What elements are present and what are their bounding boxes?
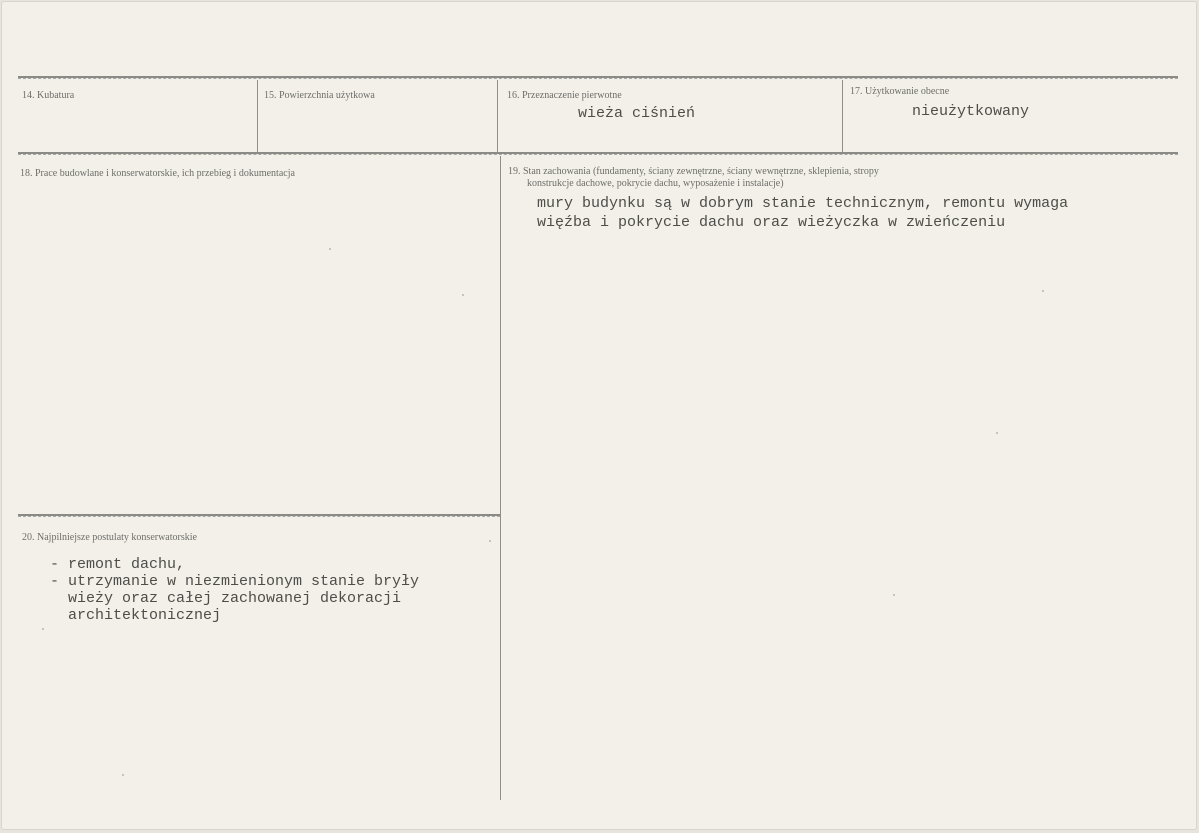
field-19-text-line1[interactable]: mury budynku są w dobrym stanie technicznym, remontu wymaga — [537, 195, 1069, 212]
field-20-label: 20. Najpilniejsze postulaty konserwatorskie — [22, 532, 197, 543]
divider-16-17 — [842, 80, 843, 152]
paper-speck — [1042, 290, 1044, 292]
paper-speck — [996, 432, 998, 434]
middle-rule — [18, 152, 1178, 155]
record-card — [1, 1, 1197, 830]
top-rule — [18, 76, 1178, 79]
field-20-line3[interactable]: wieży oraz całej zachowanej dekoracji — [50, 590, 402, 607]
field-19-label-line2: konstrukcje dachowe, pokrycie dachu, wyposażenie i instalacje) — [527, 178, 784, 189]
divider-15-16 — [497, 80, 498, 154]
divider-14-15 — [257, 80, 258, 154]
paper-speck — [122, 774, 124, 776]
paper-speck — [893, 594, 895, 596]
field-20-line4[interactable]: architektonicznej — [50, 607, 222, 624]
field-17-value[interactable]: nieużytkowany — [912, 103, 1030, 120]
field-19-label-line1: 19. Stan zachowania (fundamenty, ściany zewnętrzne, ściany wewnętrzne, sklepienia, stropy — [508, 166, 879, 177]
field-16-label: 16. Przeznaczenie pierwotne — [507, 90, 622, 101]
field-19-text-line2[interactable]: więźba i pokrycie dachu oraz wieżyczka w zwieńczeniu — [537, 214, 1006, 231]
paper-speck — [42, 628, 44, 630]
field-18-label: 18. Prace budowlane i konserwatorskie, ich przebieg i dokumentacja — [20, 168, 295, 179]
paper-speck — [462, 294, 464, 296]
field-14-label: 14. Kubatura — [22, 90, 75, 101]
field-15-label: 15. Powierzchnia użytkowa — [264, 90, 375, 101]
rule-18-20 — [18, 514, 500, 517]
paper-speck — [489, 540, 491, 542]
field-20-line2[interactable]: - utrzymanie w niezmienionym stanie bryły — [50, 573, 420, 590]
field-17-label: 17. Użytkowanie obecne — [850, 86, 950, 97]
field-20-line1[interactable]: - remont dachu, — [50, 556, 186, 573]
paper-speck — [329, 248, 331, 250]
field-16-value[interactable]: wieża ciśnień — [578, 105, 696, 122]
main-divider — [500, 156, 501, 800]
